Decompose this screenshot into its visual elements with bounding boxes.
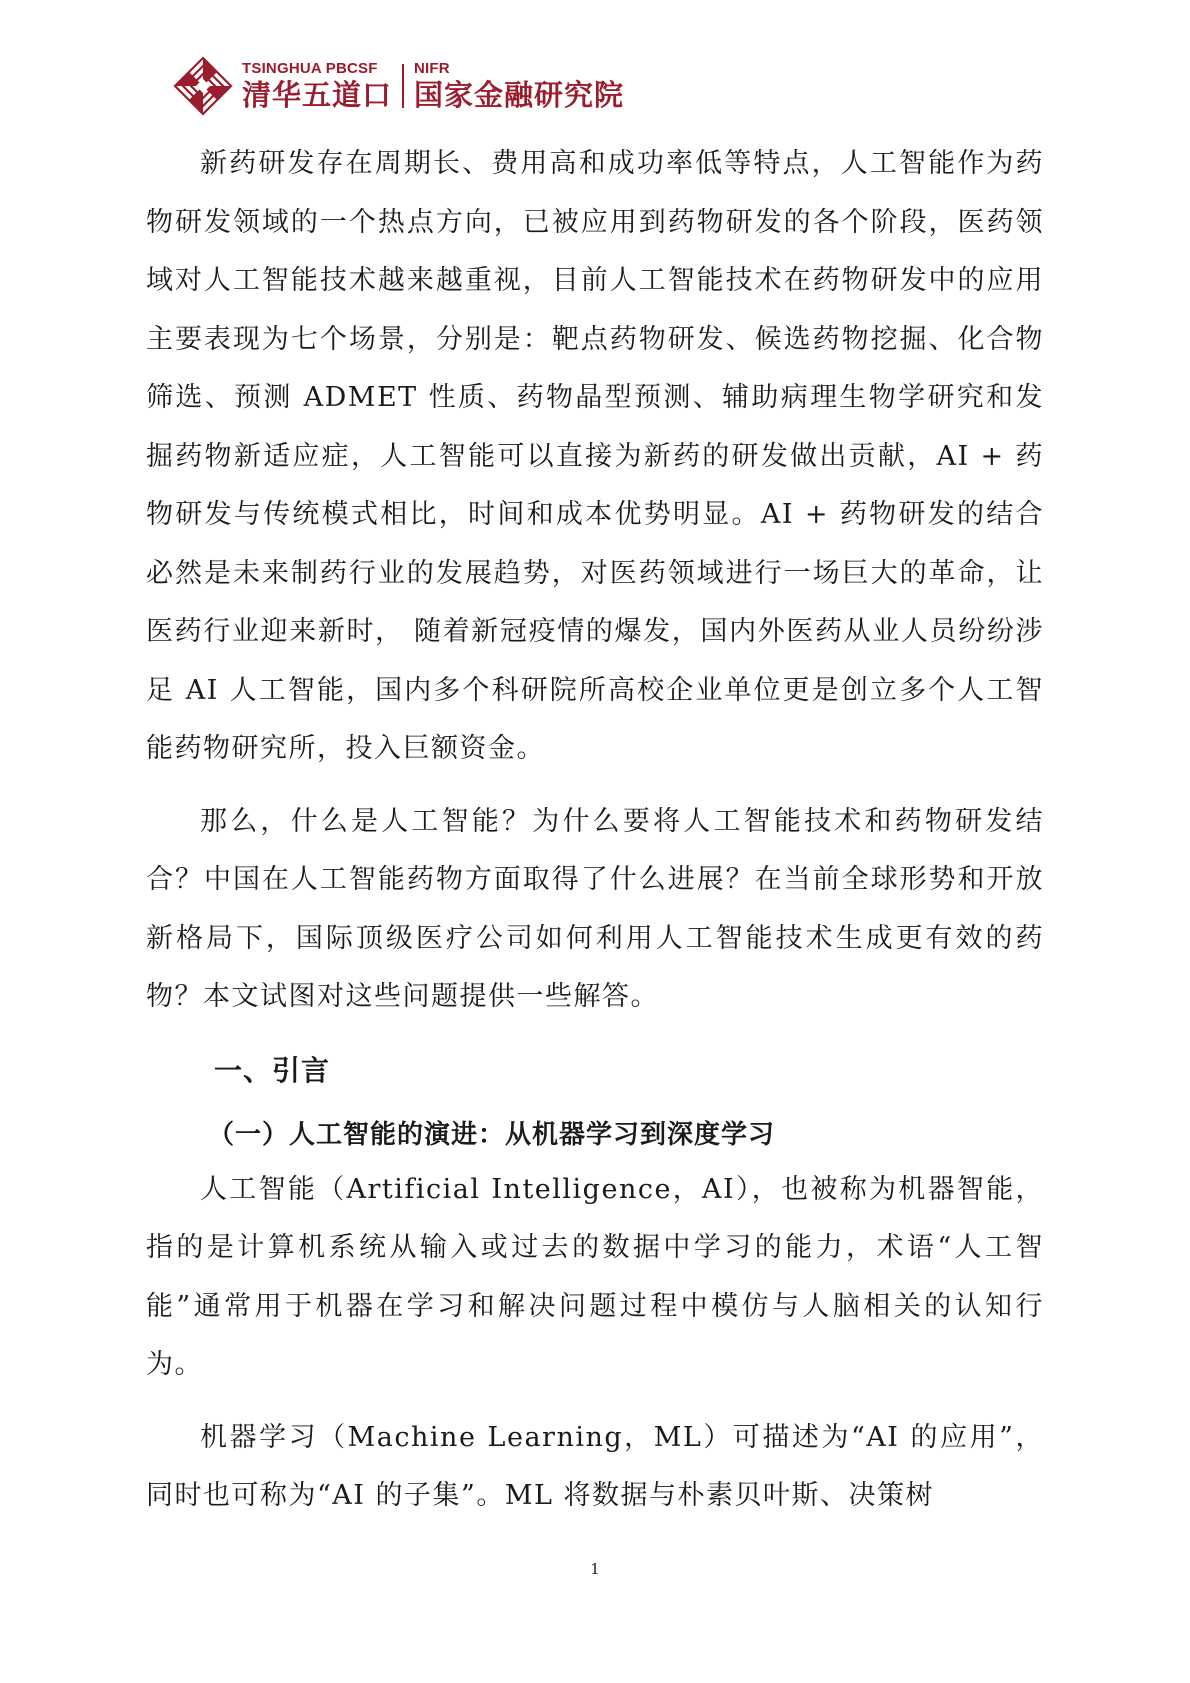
paragraph-intro: 新药研发存在周期长、费用高和成功率低等特点，人工智能作为药物研发领域的一个热点方向，已被应用到药物研发的各个阶段，医药领域对人工智能技术越来越重视，目前人工智能技术在药物研发中的应用主要表现为七个场景，分别是：靶点药物研发、候选药物挖掘、化合物筛选、预测 ADMET 性质、药物晶型预测、辅助病理生物学研究和发掘药物新适应症，人工智能可以直接为新药的研发做出贡献，AI + 药物研发与传统模式相比，时间和成本优势明显。AI + 药物研发的结合必然是未来制药行业的发展趋势，对医药领域进行一场巨大的革命，让医药行业迎来新时， 随着新冠疫情的爆发，国内外医药从业人员纷纷涉足 AI 人工智能，国内多个科研院所高校企业单位更是创立多个人工智能药物研究所，投入巨额资金。 [146,148,1044,764]
logo-partner [414,60,624,112]
paragraph-machine-learning: 机器学习（Machine Learning，ML）可描述为“AI 的应用”，同时也可称为“AI 的子集”。ML 将数据与朴素贝叶斯、决策树 [146,1421,1044,1511]
tsinghua-pbcsf-logo-icon [172,55,234,117]
section-heading: 一、引言 [214,1053,331,1087]
partner-chinese-name: 国家金融研究院 [414,78,625,112]
logo-english-name: TSINGHUA PBCSF [242,60,378,77]
header-logo [172,54,624,118]
subsection-heading: （一）人工智能的演进：从机器学习到深度学习 [208,1119,776,1150]
page-number: 1 [590,1560,600,1578]
logo-chinese-name: 清华五道口 [242,78,393,112]
logo-divider [402,64,404,108]
paragraph-questions: 那么，什么是人工智能？为什么要将人工智能技术和药物研发结合？中国在人工智能药物方面取得了什么进展？在当前全球形势和开放新格局下，国际顶级医疗公司如何利用人工智能技术生成更有效的药物？本文试图对这些问题提供一些解答。 [146,805,1044,1012]
partner-english-name: NIFR [414,60,450,77]
logo-primary [242,60,392,112]
paragraph-ai-definition: 人工智能（Artificial Intelligence，AI），也被称为机器智能，指的是计算机系统从输入或过去的数据中学习的能力，术语“人工智能”通常用于机器在学习和解决问题过程中模仿与人脑相关的认知行为。 [146,1173,1044,1380]
document-body [146,135,1044,1526]
